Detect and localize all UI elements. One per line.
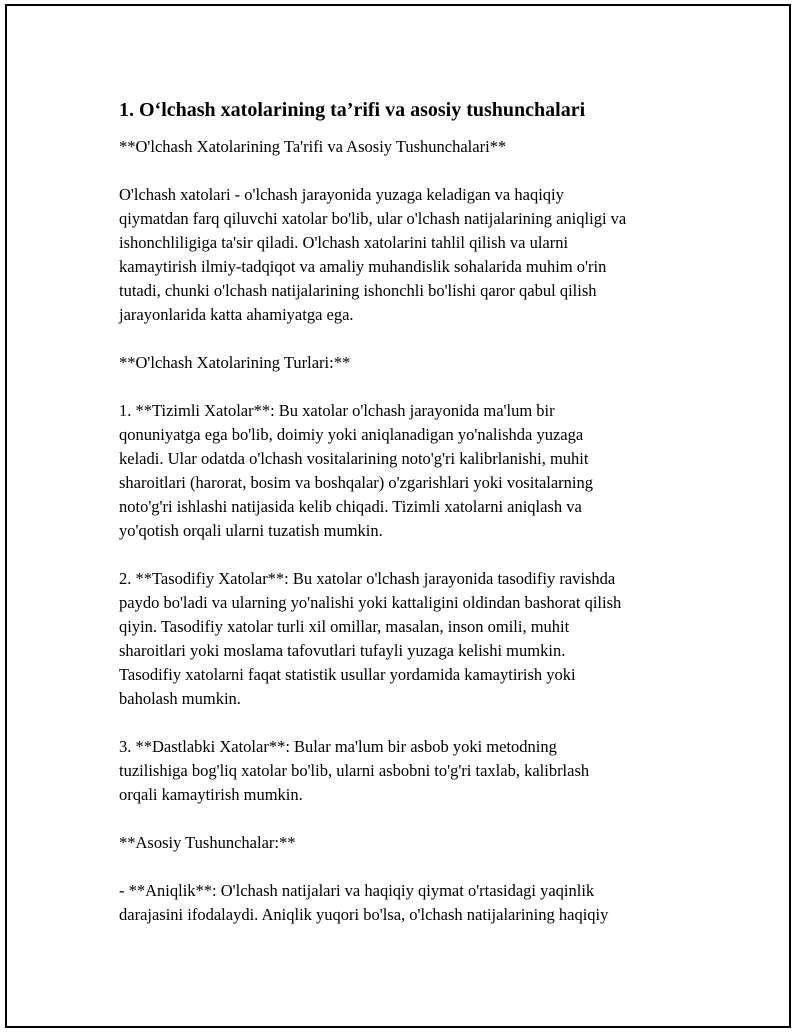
types-heading: **O'lchash Xatolarining Turlari:**: [119, 353, 351, 372]
systematic-errors-paragraph: 1. **Tizimli Xatolar**: Bu xatolar o'lchash jarayonida ma'lum bir qonuniyatga ega bo'lib, doimiy yoki aniqlanadigan yo'nalishda yuzaga keladi. Ular odatda o'lchash vositalarining noto'g'ri kalibrlanishi, muhit sharoitlari (harorat, bosim va boshqalar) o'zgarishlari yoki vositalarning noto'g'ri ishlashi natijasida kelib chiqadi. Tizimli xatolarni aniqlash va yo'qotish orqali ularni tuzatish mumkin.: [119, 401, 594, 540]
random-errors-paragraph: 2. **Tasodifiy Xatolar**: Bu xatolar o'lchash jarayonida tasodifiy ravishda paydo bo'ladi va ularning yo'nalishi yoki kattaligini oldindan bashorat qilish qiyin. Tasodifiy xatolar turli xil omillar, masalan, inson omili, muhit sharoitlari yoki moslama tafovutlari tufayli yuzaga kelishi mumkin. Tasodifiy xatolarni faqat statistik usullar yordamida kamaytirish yoki baholash mumkin.: [119, 569, 622, 708]
page-frame: [5, 4, 791, 1028]
accuracy-paragraph: - **Aniqlik**: O'lchash natijalari va haqiqiy qiymat o'rtasidagi yaqinlik darajasini ifodalaydi. Aniqlik yuqori bo'lsa, o'lchash natijalarining haqiqiy: [119, 881, 609, 924]
basic-concepts-heading: **Asosiy Tushunchalar:**: [119, 833, 296, 852]
subtitle-paragraph: **O'lchash Xatolarining Ta'rifi va Asosiy Tushunchalari**: [119, 137, 507, 156]
initial-errors-paragraph: 3. **Dastlabki Xatolar**: Bular ma'lum bir asbob yoki metodning tuzilishiga bog'liq xatolar bo'lib, ularni asbobni to'g'ri taxlab, kalibrlash orqali kamaytirish mumkin.: [119, 737, 590, 804]
document-title: 1. O‘lchash xatolarining ta’rifi va asosiy tushunchalari: [119, 99, 586, 121]
definition-paragraph: O'lchash xatolari - o'lchash jarayonida yuzaga keladigan va haqiqiy qiymatdan farq qiluvchi xatolar bo'lib, ular o'lchash natijalarining aniqligi va ishonchliligiga ta'sir qiladi. O'lchash xatolarini tahlil qilish va ularni kamaytirish ilmiy-tadqiqot va amaliy muhandislik sohalarida muhim o'rin tutadi, chunki o'lchash natijalarining ishonchli bo'lishi qaror qabul qilish jarayonlarida katta ahamiyatga ega.: [119, 185, 627, 324]
document-body: [119, 96, 699, 951]
